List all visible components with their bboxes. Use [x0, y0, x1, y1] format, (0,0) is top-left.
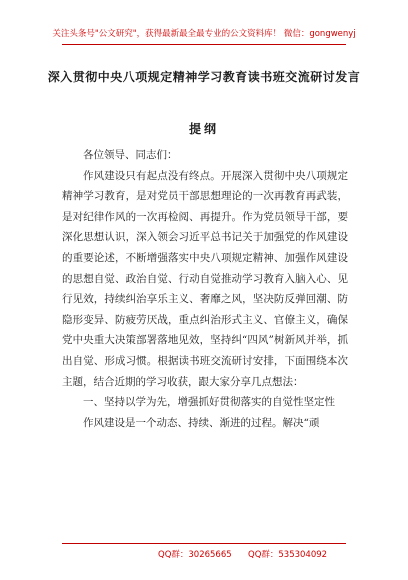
header-divider	[62, 44, 346, 45]
document-title: 深入贯彻中央八项规定精神学习教育读书班交流研讨发言	[47, 70, 361, 84]
footer-qq-group-2: QQ群：535304092	[248, 550, 328, 560]
document-body	[62, 145, 348, 433]
footer-qq-group-1: QQ群：30265665	[158, 550, 232, 560]
section-heading: 一、坚持以学为先，增强抓好贯彻落实的自觉性坚定性	[83, 396, 335, 409]
document-subtitle: 提纲	[188, 122, 219, 136]
header-notice: 关注头条号"公文研究"，获得最新最全最专业的公文资料库！ 微信：gongwenyj	[52, 29, 356, 39]
body-paragraph: 作风建设是一个动态、持续、渐进的过程。解决“顽	[83, 416, 320, 429]
body-paragraph: 作风建设只有起点没有终点。开展深入贯彻中央八项规定精神学习教育，是对党员干部思想理论的一次再教育再武装，是对纪律作风的一次再检阅、再提升。作为党员领导干部，要深化思想认识，深入领会习近平总书记关于加强党的作风建设的重要论述，不断增强落实中央八项规定精神、加强作风建设的思想自觉、政治自觉、行动自觉推动学习教育入脑入心、见行见效，持续纠治享乐主义、奢靡之风，坚决防反弹回潮、防隐形变异、防疲劳厌战，重点纠治形式主义、官僚主义，确保党中央重大决策部署落地见效，坚持纠“四风”树新风并举，抓出自觉、形成习惯。根据读书班交流研讨安排，下面围绕本次主题，结合近期的学习收获，跟大家分享几点想法：	[62, 169, 348, 388]
footer-divider	[62, 543, 346, 544]
greeting-paragraph: 各位领导、同志们：	[83, 149, 178, 161]
